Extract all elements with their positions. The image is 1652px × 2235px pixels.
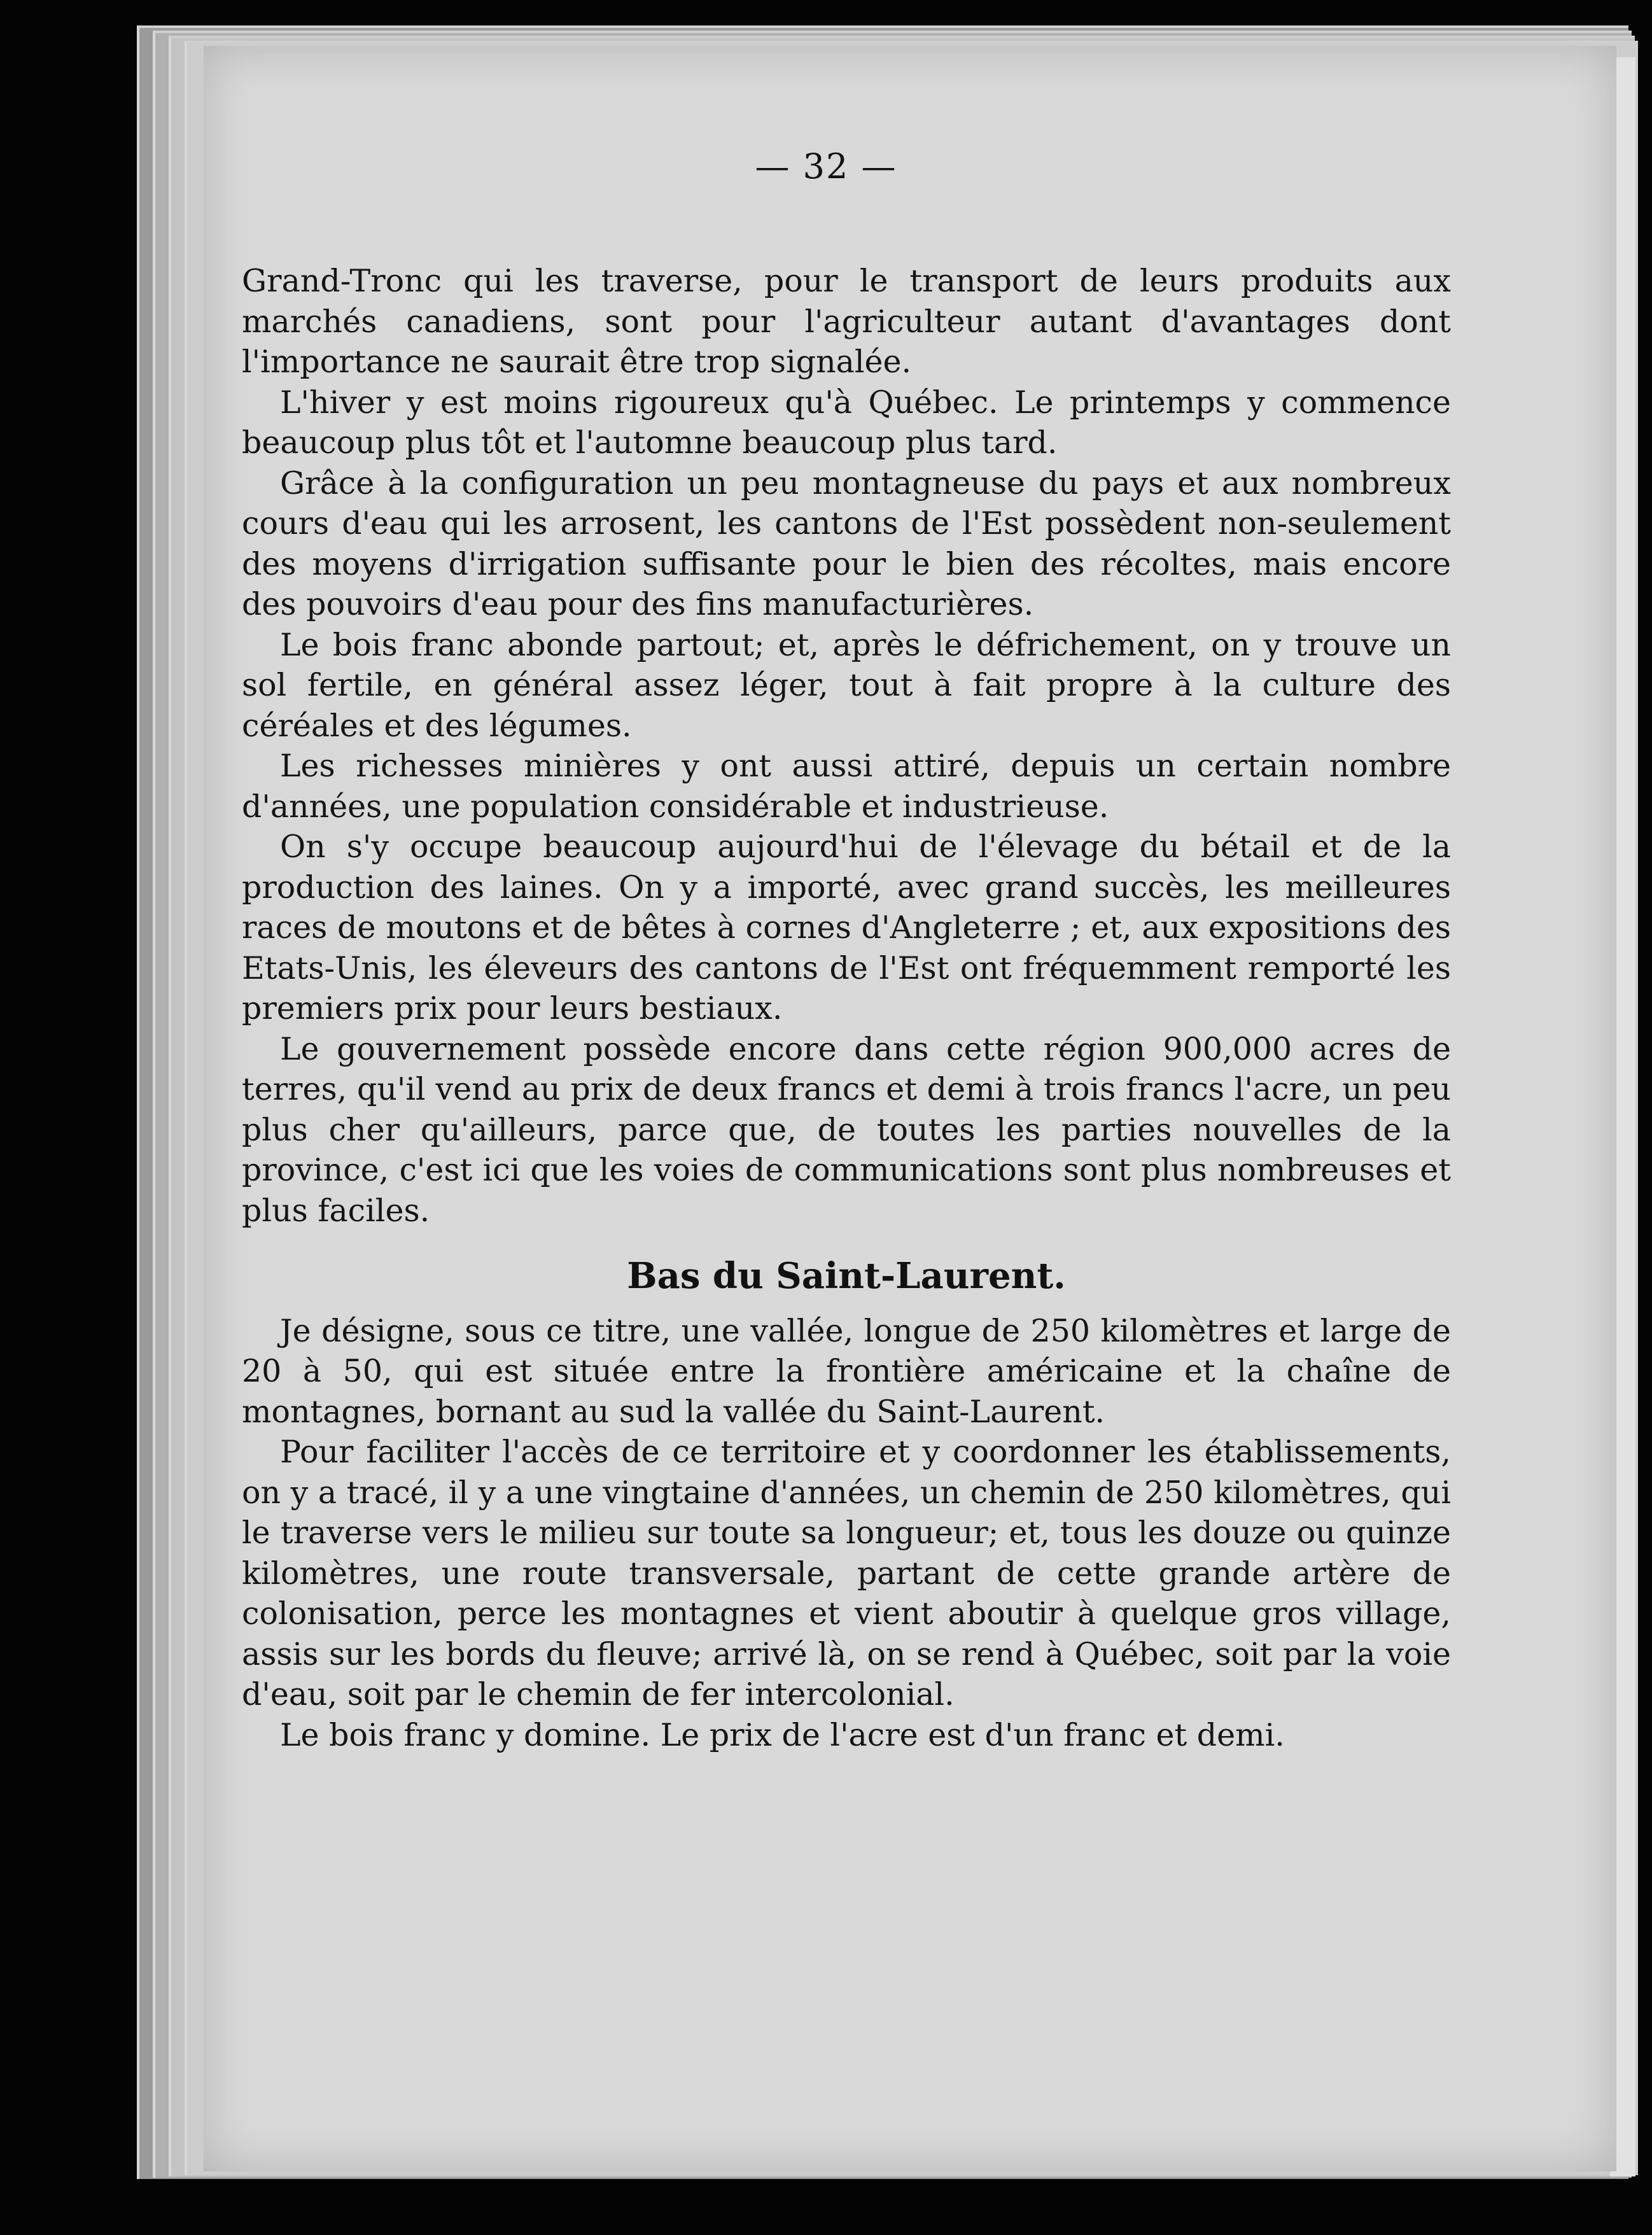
paragraph: Grand-Tronc qui les traverse, pour le transport de leurs produits aux marchés canadiens, sont pour l'agriculteur autant d'avantages dont l'importance ne saurait être trop signalée. (242, 263, 1451, 380)
section-heading: Bas du Saint-Laurent. (627, 1255, 1066, 1297)
paragraph: Grâce à la configuration un peu montagneuse du pays et aux nombreux cours d'eau qui les arrosent, les cantons de l'Est possèdent non-seulement des moyens d'irrigation suffisante pour le bien des récoltes, mais encore des pouvoirs d'eau pour des fins manufacturières. (242, 465, 1451, 622)
paragraph: Je désigne, sous ce titre, une vallée, longue de 250 kilomètres et large de 20 à 50, qui est située entre la frontière américaine et la chaîne de montagnes, bornant au sud la vallée du Saint-Laurent. (242, 1312, 1451, 1430)
paragraph: Pour faciliter l'accès de ce territoire et y coordonner les établissements, on y a tracé, il y a une vingtaine d'années, un chemin de 250 kilomètres, qui le traverse vers le milieu sur toute sa longueur; et, tous les douze ou quinze kilomètres, une route transversale, partant de cette grande artère de colonisation, perce les montagnes et vient aboutir à quelque gros village, assis sur les bords du fleuve; arrivé là, on se rend à Québec, soit par la voie d'eau, soit par le chemin de fer intercolonial. (242, 1434, 1451, 1713)
paragraph: On s'y occupe beaucoup aujourd'hui de l'élevage du bétail et de la production des laines. On y a importé, avec grand succès, les meilleures races de moutons et de bêtes à cornes d'Angleterre ; et, aux expositions des Etats-Unis, les éleveurs des cantons de l'Est ont fréquemment remporté les premiers prix pour leurs bestiaux. (242, 829, 1451, 1026)
page-number: — 32 — (755, 146, 897, 186)
paragraph: Le bois franc y domine. Le prix de l'acre est d'un franc et demi. (280, 1716, 1285, 1753)
paragraph: Les richesses minières y ont aussi attiré, depuis un certain nombre d'années, une population considérable et industrieuse. (242, 748, 1451, 825)
paragraph: Le bois franc abonde partout; et, après le défrichement, on y trouve un sol fertile, en général assez léger, tout à fait propre à la culture des céréales et des légumes. (242, 626, 1451, 744)
page-text (242, 261, 1451, 1755)
paragraph: Le gouvernement possède encore dans cette région 900,000 acres de terres, qu'il vend au prix de deux francs et demi à trois francs l'acre, un peu plus cher qu'ailleurs, parce que, de toutes les parties nouvelles de la province, c'est ici que les voies de communications sont plus nombreuses et plus faciles. (242, 1030, 1451, 1229)
paragraph: L'hiver y est moins rigoureux qu'à Québec. Le printemps y commence beaucoup plus tôt et l'automne beaucoup plus tard. (242, 384, 1451, 461)
